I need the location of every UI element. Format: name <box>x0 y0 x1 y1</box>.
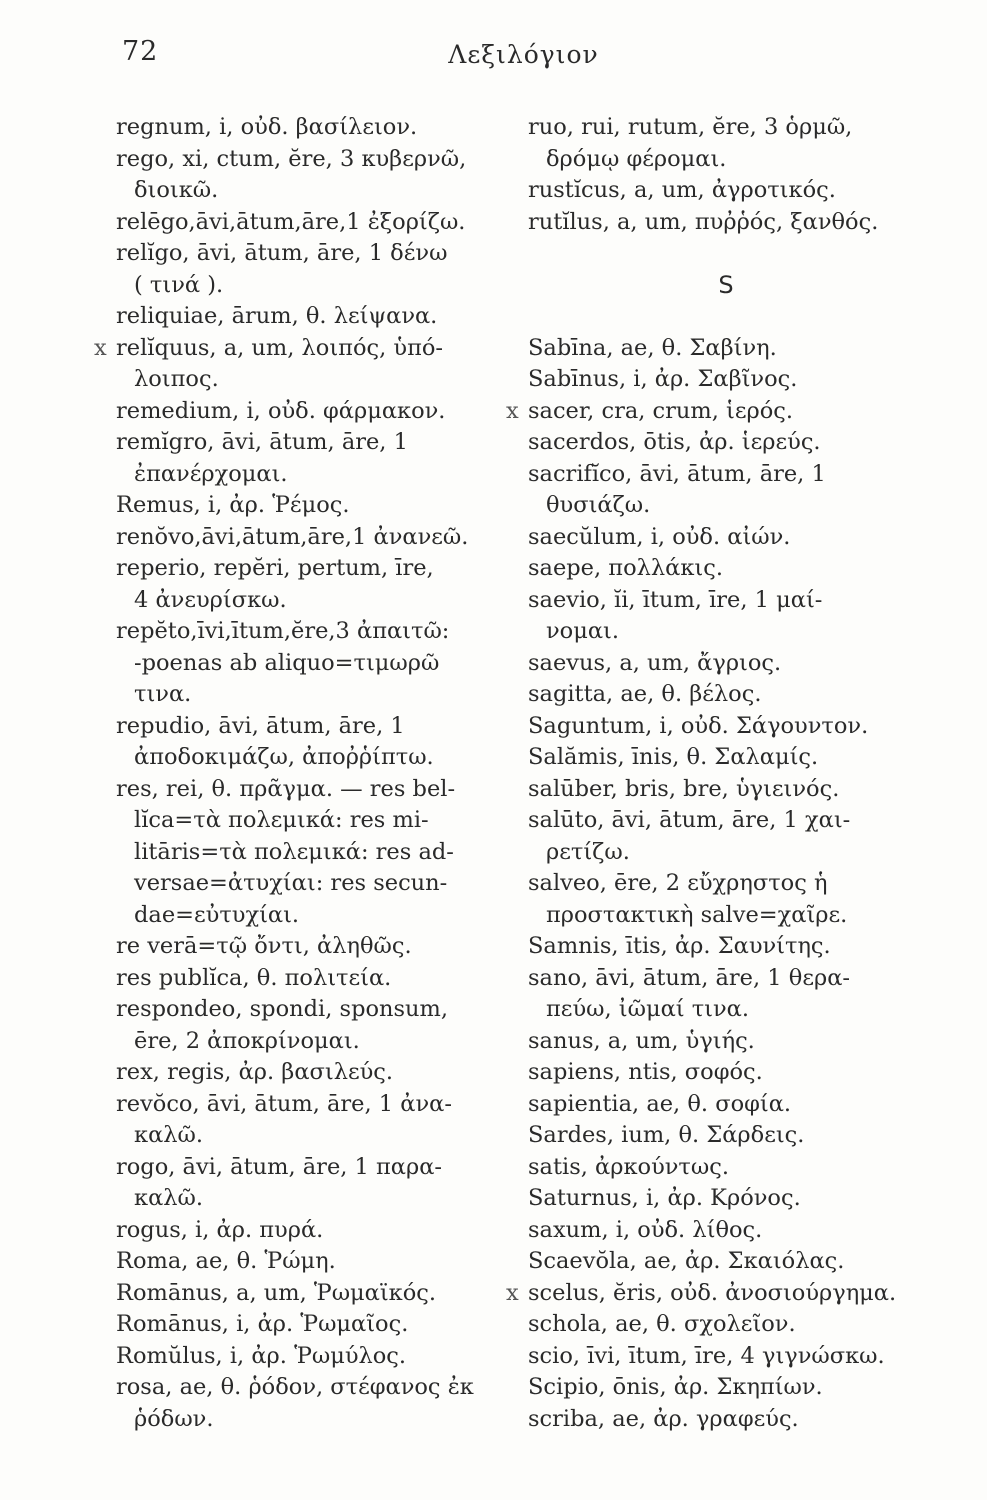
dictionary-entry-line <box>528 679 938 711</box>
dictionary-entry-line <box>116 963 511 995</box>
margin-mark: x <box>94 334 107 361</box>
margin-mark: x <box>506 1279 519 1306</box>
dictionary-entry-line <box>116 616 511 648</box>
entry-text: repudio, āvi, ātum, āre, 1 <box>116 712 405 739</box>
dictionary-entry-line <box>528 459 938 491</box>
entry-continuation-line <box>116 459 511 491</box>
entry-continuation-line <box>116 175 511 207</box>
dictionary-entry-line <box>528 1341 938 1373</box>
entry-text: lĭca=τὰ πολεμικά: res mi- <box>134 807 429 833</box>
dictionary-entry-line <box>528 333 938 365</box>
entry-text: satis, ἀρκούντως. <box>528 1153 729 1180</box>
section-spacer <box>528 238 938 270</box>
dictionary-entry-line <box>528 805 938 837</box>
entry-text: sagitta, ae, θ. βέλος. <box>528 681 762 707</box>
entry-continuation-line <box>116 648 511 680</box>
entry-continuation-line <box>116 1404 511 1436</box>
entry-continuation-line <box>116 364 511 396</box>
entry-text: remĭgro, āvi, ātum, āre, 1 <box>116 429 408 455</box>
dictionary-entry-line <box>116 774 511 806</box>
dictionary-entry-line <box>528 427 938 459</box>
dictionary-entry-line <box>528 774 938 806</box>
entry-text: saecŭlum, i, οὐδ. αἰών. <box>528 523 791 550</box>
entry-text: rogo, āvi, ātum, āre, 1 παρα- <box>116 1153 443 1180</box>
dictionary-entry-line <box>528 1026 938 1058</box>
entry-continuation-line <box>116 900 511 932</box>
dictionary-entry-line <box>528 931 938 963</box>
entry-text: saevus, a, um, ἄγριος. <box>528 649 782 676</box>
entry-text: res, rei, θ. πρᾶγμα. — res bel- <box>116 775 456 802</box>
entry-text: res publĭca, θ. πολιτεία. <box>116 964 392 991</box>
entry-text: Sabīnus, i, ἀρ. Σαβῖνος. <box>528 366 798 392</box>
left-column <box>94 112 511 1435</box>
dictionary-entry-line <box>528 1183 938 1215</box>
entry-text: scio, īvi, ītum, īre, 4 γιγνώσκω. <box>528 1342 885 1369</box>
entry-text: versae=ἀτυχίαι: res secun- <box>134 870 448 896</box>
entry-text: διοικῶ. <box>134 177 219 203</box>
entry-text: saevio, ĭi, ītum, īre, 1 μαί- <box>528 586 823 613</box>
dictionary-entry-line <box>116 931 511 963</box>
entry-text: rosa, ae, θ. ῥόδον, στέφανος ἐκ <box>116 1374 474 1400</box>
entry-text: revŏco, āvi, ātum, āre, 1 ἀνα- <box>116 1090 452 1117</box>
entry-text: relēgo,āvi,ātum,āre,1 ἐξορίζω. <box>116 208 466 235</box>
entry-text: repĕto,īvi,ītum,ĕre,3 ἀπαιτῶ: <box>116 618 450 644</box>
entry-text: remedium, i, οὐδ. φάρμακον. <box>116 397 446 424</box>
right-column-entries-s <box>506 333 938 1436</box>
dictionary-entry-line <box>116 207 511 239</box>
dictionary-entry-line <box>116 238 511 270</box>
dictionary-entry-line <box>528 364 938 396</box>
running-title: Λεξιλόγιον <box>448 40 599 69</box>
entry-text: Samnis, ītis, ἀρ. Σαυνίτης. <box>528 933 831 959</box>
entry-continuation-line <box>116 1026 511 1058</box>
entry-text: regnum, i, οὐδ. βασίλειον. <box>116 114 418 140</box>
entry-text: προστακτικὴ salve=χαῖρε. <box>546 901 848 928</box>
dictionary-entry-line <box>116 994 511 1026</box>
entry-text: reperio, repĕri, pertum, īre, <box>116 555 434 581</box>
dictionary-entry-line <box>116 144 511 176</box>
dictionary-entry-line <box>528 1089 938 1121</box>
entry-text: Saturnus, i, ἀρ. Κρόνος. <box>528 1185 801 1211</box>
entry-text: rogus, i, ἀρ. πυρά. <box>116 1216 324 1243</box>
entry-text: Sabīna, ae, θ. Σαβίνη. <box>528 334 777 361</box>
entry-continuation-line <box>116 742 511 774</box>
dictionary-entry-line <box>116 112 511 144</box>
dictionary-entry-line <box>116 396 511 428</box>
dictionary-entry-line <box>528 648 938 680</box>
dictionary-entry-line <box>528 522 938 554</box>
dictionary-entry-line <box>116 1309 511 1341</box>
entry-continuation-line <box>528 616 938 648</box>
entry-text: δρόμῳ φέρομαι. <box>546 145 727 172</box>
entry-continuation-line <box>528 994 938 1026</box>
entry-text: καλῶ. <box>134 1122 204 1148</box>
entry-text: θυσιάζω. <box>546 492 651 518</box>
entry-text: ( τινά ). <box>134 271 224 298</box>
dictionary-entry-line <box>116 522 511 554</box>
entry-text: schola, ae, θ. σχολεῖον. <box>528 1311 796 1337</box>
dictionary-entry-line <box>528 1120 938 1152</box>
dictionary-entry-line <box>116 301 511 333</box>
entry-text: salūto, āvi, ātum, āre, 1 χαι- <box>528 807 851 833</box>
dictionary-entry-line <box>116 1246 511 1278</box>
entry-text: ἐπανέρχομαι. <box>134 460 288 487</box>
entry-continuation-line <box>116 868 511 900</box>
entry-text: reliquiae, ārum, θ. λείψανα. <box>116 303 438 329</box>
dictionary-entry-line <box>528 175 938 207</box>
dictionary-entry-line <box>116 1341 511 1373</box>
entry-text: πεύω, ἰῶμαί τινα. <box>546 996 750 1022</box>
entry-text: Romānus, i, ἀρ. Ῥωμαῖος. <box>116 1311 409 1337</box>
entry-text: ēre, 2 ἀποκρίνομαι. <box>134 1027 360 1054</box>
entry-continuation-line <box>116 805 511 837</box>
dictionary-entry-line <box>528 1404 938 1436</box>
entry-continuation-line <box>528 900 938 932</box>
entry-text: Romŭlus, i, ἀρ. Ῥωμύλος. <box>116 1342 407 1369</box>
entry-text: Salămis, īnis, θ. Σαλαμίς. <box>528 744 819 770</box>
entry-text: litāris=τὰ πολεμικά: res ad- <box>134 838 454 865</box>
section-spacer <box>528 301 938 333</box>
entry-text: rustĭcus, a, um, ἀγροτικός. <box>528 177 836 203</box>
entry-text: sapiens, ntis, σοφός. <box>528 1059 763 1085</box>
dictionary-entry-line <box>94 333 511 365</box>
entry-text: sacer, cra, crum, ἱερός. <box>528 397 794 424</box>
dictionary-entry-line <box>116 427 511 459</box>
entry-text: renŏvo,āvi,ātum,āre,1 ἀνανεῶ. <box>116 523 469 550</box>
dictionary-entry-line <box>528 1215 938 1247</box>
right-column <box>506 112 938 1435</box>
dictionary-entry-line <box>116 553 511 585</box>
dictionary-entry-line <box>528 742 938 774</box>
entry-text: relĭquus, a, um, λοιπός, ὑπό- <box>116 334 444 361</box>
dictionary-entry-line <box>528 207 938 239</box>
dictionary-entry-line <box>116 1089 511 1121</box>
entry-text: Roma, ae, θ. Ῥώμη. <box>116 1248 336 1274</box>
dictionary-entry-line <box>116 1278 511 1310</box>
dictionary-entry-line <box>528 1152 938 1184</box>
entry-continuation-line <box>528 144 938 176</box>
entry-text: relĭgo, āvi, ātum, āre, 1 δένω <box>116 240 448 266</box>
dictionary-entry-line <box>528 553 938 585</box>
dictionary-entry-line <box>528 585 938 617</box>
dictionary-entry-line <box>116 711 511 743</box>
entry-text: sano, āvi, ātum, āre, 1 θερα- <box>528 964 850 991</box>
dictionary-entry-line <box>528 1246 938 1278</box>
entry-continuation-line <box>116 585 511 617</box>
entry-text: Romānus, a, um, Ῥωμαϊκός. <box>116 1279 437 1306</box>
entry-continuation-line <box>116 837 511 869</box>
entry-text: ἀποδοκιμάζω, ἀποῤῥίπτω. <box>134 744 434 770</box>
entry-text: Saguntum, i, οὐδ. Σάγουντον. <box>528 712 869 739</box>
dictionary-entry-line <box>528 963 938 995</box>
entry-text: sapientia, ae, θ. σοφία. <box>528 1090 792 1117</box>
entry-text: respondeo, spondi, sponsum, <box>116 996 449 1022</box>
entry-text: scriba, ae, ἀρ. γραφεύς. <box>528 1405 799 1432</box>
entry-text: saxum, i, οὐδ. λίθος. <box>528 1216 763 1243</box>
entry-text: 4 ἀνευρίσκω. <box>134 586 287 613</box>
page-number: 72 <box>122 36 159 67</box>
entry-text: ρετίζω. <box>546 838 630 865</box>
dictionary-entry-line <box>528 112 938 144</box>
entry-text: τινα. <box>134 681 192 707</box>
dictionary-entry-line <box>528 1372 938 1404</box>
entry-text: ῥόδων. <box>134 1405 214 1432</box>
dictionary-entry-line <box>116 1152 511 1184</box>
entry-continuation-line <box>116 679 511 711</box>
dictionary-entry-line <box>506 396 938 428</box>
dictionary-entry-line <box>528 868 938 900</box>
entry-text: Scipio, ōnis, ἀρ. Σκηπίων. <box>528 1374 823 1400</box>
entry-text: -poenas ab aliquo=τιμωρῶ <box>134 649 440 676</box>
entry-continuation-line <box>116 1183 511 1215</box>
entry-text: salūber, bris, bre, ὑγιεινός. <box>528 775 840 802</box>
entry-text: rego, xi, ctum, ĕre, 3 κυβερνῶ, <box>116 145 467 172</box>
dictionary-entry-line <box>528 1057 938 1089</box>
entry-text: λοιπος. <box>134 366 219 392</box>
dictionary-entry-line <box>506 1278 938 1310</box>
entry-text: καλῶ. <box>134 1185 204 1211</box>
entry-text: sacerdos, ōtis, ἀρ. ἱερεύς. <box>528 429 821 455</box>
entry-text: νομαι. <box>546 618 620 644</box>
dictionary-entry-line <box>116 1215 511 1247</box>
entry-text: sacrifĭco, āvi, ātum, āre, 1 <box>528 460 826 487</box>
right-column-entries-r <box>528 112 938 238</box>
entry-text: rex, regis, ἀρ. βασιλεύς. <box>116 1059 394 1085</box>
section-letter: S <box>718 270 734 299</box>
margin-mark: x <box>506 397 519 424</box>
entry-continuation-line <box>528 837 938 869</box>
entry-text: scelus, ĕris, οὐδ. ἀνοσιούργημα. <box>528 1279 897 1306</box>
entry-text: Remus, i, ἀρ. Ῥέμος. <box>116 492 350 518</box>
entry-text: salveo, ēre, 2 εὔχρηστος ἡ <box>528 870 828 896</box>
entry-continuation-line <box>528 490 938 522</box>
entry-text: Sardes, ium, θ. Σάρδεις. <box>528 1122 805 1148</box>
entry-text: dae=εὐτυχίαι. <box>134 901 300 928</box>
dictionary-entry-line <box>116 1372 511 1404</box>
entry-text: saepe, πολλάκις. <box>528 555 723 581</box>
dictionary-entry-line <box>116 490 511 522</box>
entry-text: ruo, rui, rutum, ĕre, 3 ὁρμῶ, <box>528 114 853 140</box>
entry-text: re verā=τῷ ὄντι, ἀληθῶς. <box>116 933 412 959</box>
entry-continuation-line <box>116 270 511 302</box>
entry-text: rutĭlus, a, um, πυῤῥός, ξανθός. <box>528 208 879 235</box>
dictionary-entry-line <box>528 711 938 743</box>
entry-text: sanus, a, um, ὑγιής. <box>528 1027 755 1054</box>
entry-text: Scaevŏla, ae, ἀρ. Σκαιόλας. <box>528 1248 845 1274</box>
entry-continuation-line <box>116 1120 511 1152</box>
dictionary-entry-line <box>116 1057 511 1089</box>
dictionary-entry-line <box>528 1309 938 1341</box>
